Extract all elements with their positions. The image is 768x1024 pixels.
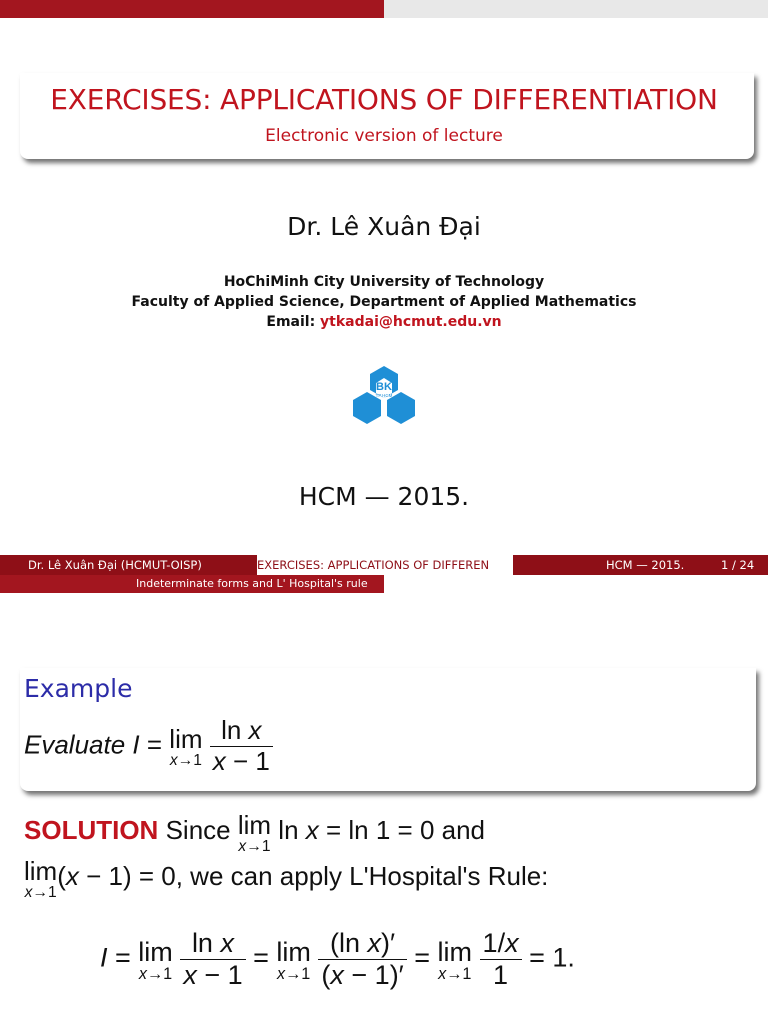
top-progress-bar-empty (384, 0, 768, 18)
svg-text:BK: BK (376, 381, 392, 393)
footer-page-number: 1 / 24 (721, 558, 755, 572)
final-equation: I = lim x→1 $\frac{\text{ln x}}{x - 1}$ = lim x→1 $\frac{\text{(ln x)′}}{(x - 1)'}$ = lim x→1 $\frac{1/x}{1}$ = 1. (100, 928, 575, 991)
footer-title: EXERCISES: APPLICATIONS OF DIFFEREN (257, 555, 513, 575)
solution-label: SOLUTION (24, 815, 159, 846)
email-link[interactable]: ytkadai@hcmut.edu.vn (320, 314, 502, 330)
solution-line-2: lim x→1 (x − 1) = 0, we can apply L'Hospital's Rule: (24, 856, 549, 901)
footer-date: HCM — 2015. (606, 558, 685, 572)
footer-section-title: Indeterminate forms and L' Hospital's rule (136, 577, 368, 590)
svg-text:TP.HCM: TP.HCM (375, 393, 393, 398)
footer-section-blank (384, 575, 768, 593)
example-label: Example (24, 674, 133, 703)
author-name: Dr. Lê Xuân Đại (287, 212, 481, 241)
email-line (0, 314, 768, 330)
example-equation: Evaluate I = lim x→1 $\frac{\text{ln x}}{x - 1}$ (24, 716, 273, 777)
place-date: HCM — 2015. (298, 482, 470, 511)
footer-bar (0, 555, 768, 575)
and-text: and (441, 815, 486, 846)
slide-title: EXERCISES: APPLICATIONS OF DIFFERENTIATION (50, 83, 718, 116)
solution-line-1: SOLUTION Since lim x→1 ln x = ln 1 = 0 and (24, 810, 486, 855)
footer-author: Dr. Lê Xuân Đại (HCMUT-OISP) (28, 558, 202, 572)
slide-subtitle: Electronic version of lecture (265, 126, 503, 146)
since-text: Since (165, 815, 231, 846)
top-progress-bar-filled (0, 0, 384, 18)
footer-section-bar (0, 575, 384, 593)
university-logo (350, 364, 418, 426)
apply-text: , we can apply L'Hospital's Rule: (175, 861, 549, 892)
email-label: Email: (266, 314, 316, 330)
evaluate-text: Evaluate (24, 729, 126, 760)
institution-line-2: Faculty of Applied Science, Department of Applied Mathematics (131, 294, 637, 310)
institution-line-1: HoChiMinh City University of Technology (223, 274, 545, 290)
